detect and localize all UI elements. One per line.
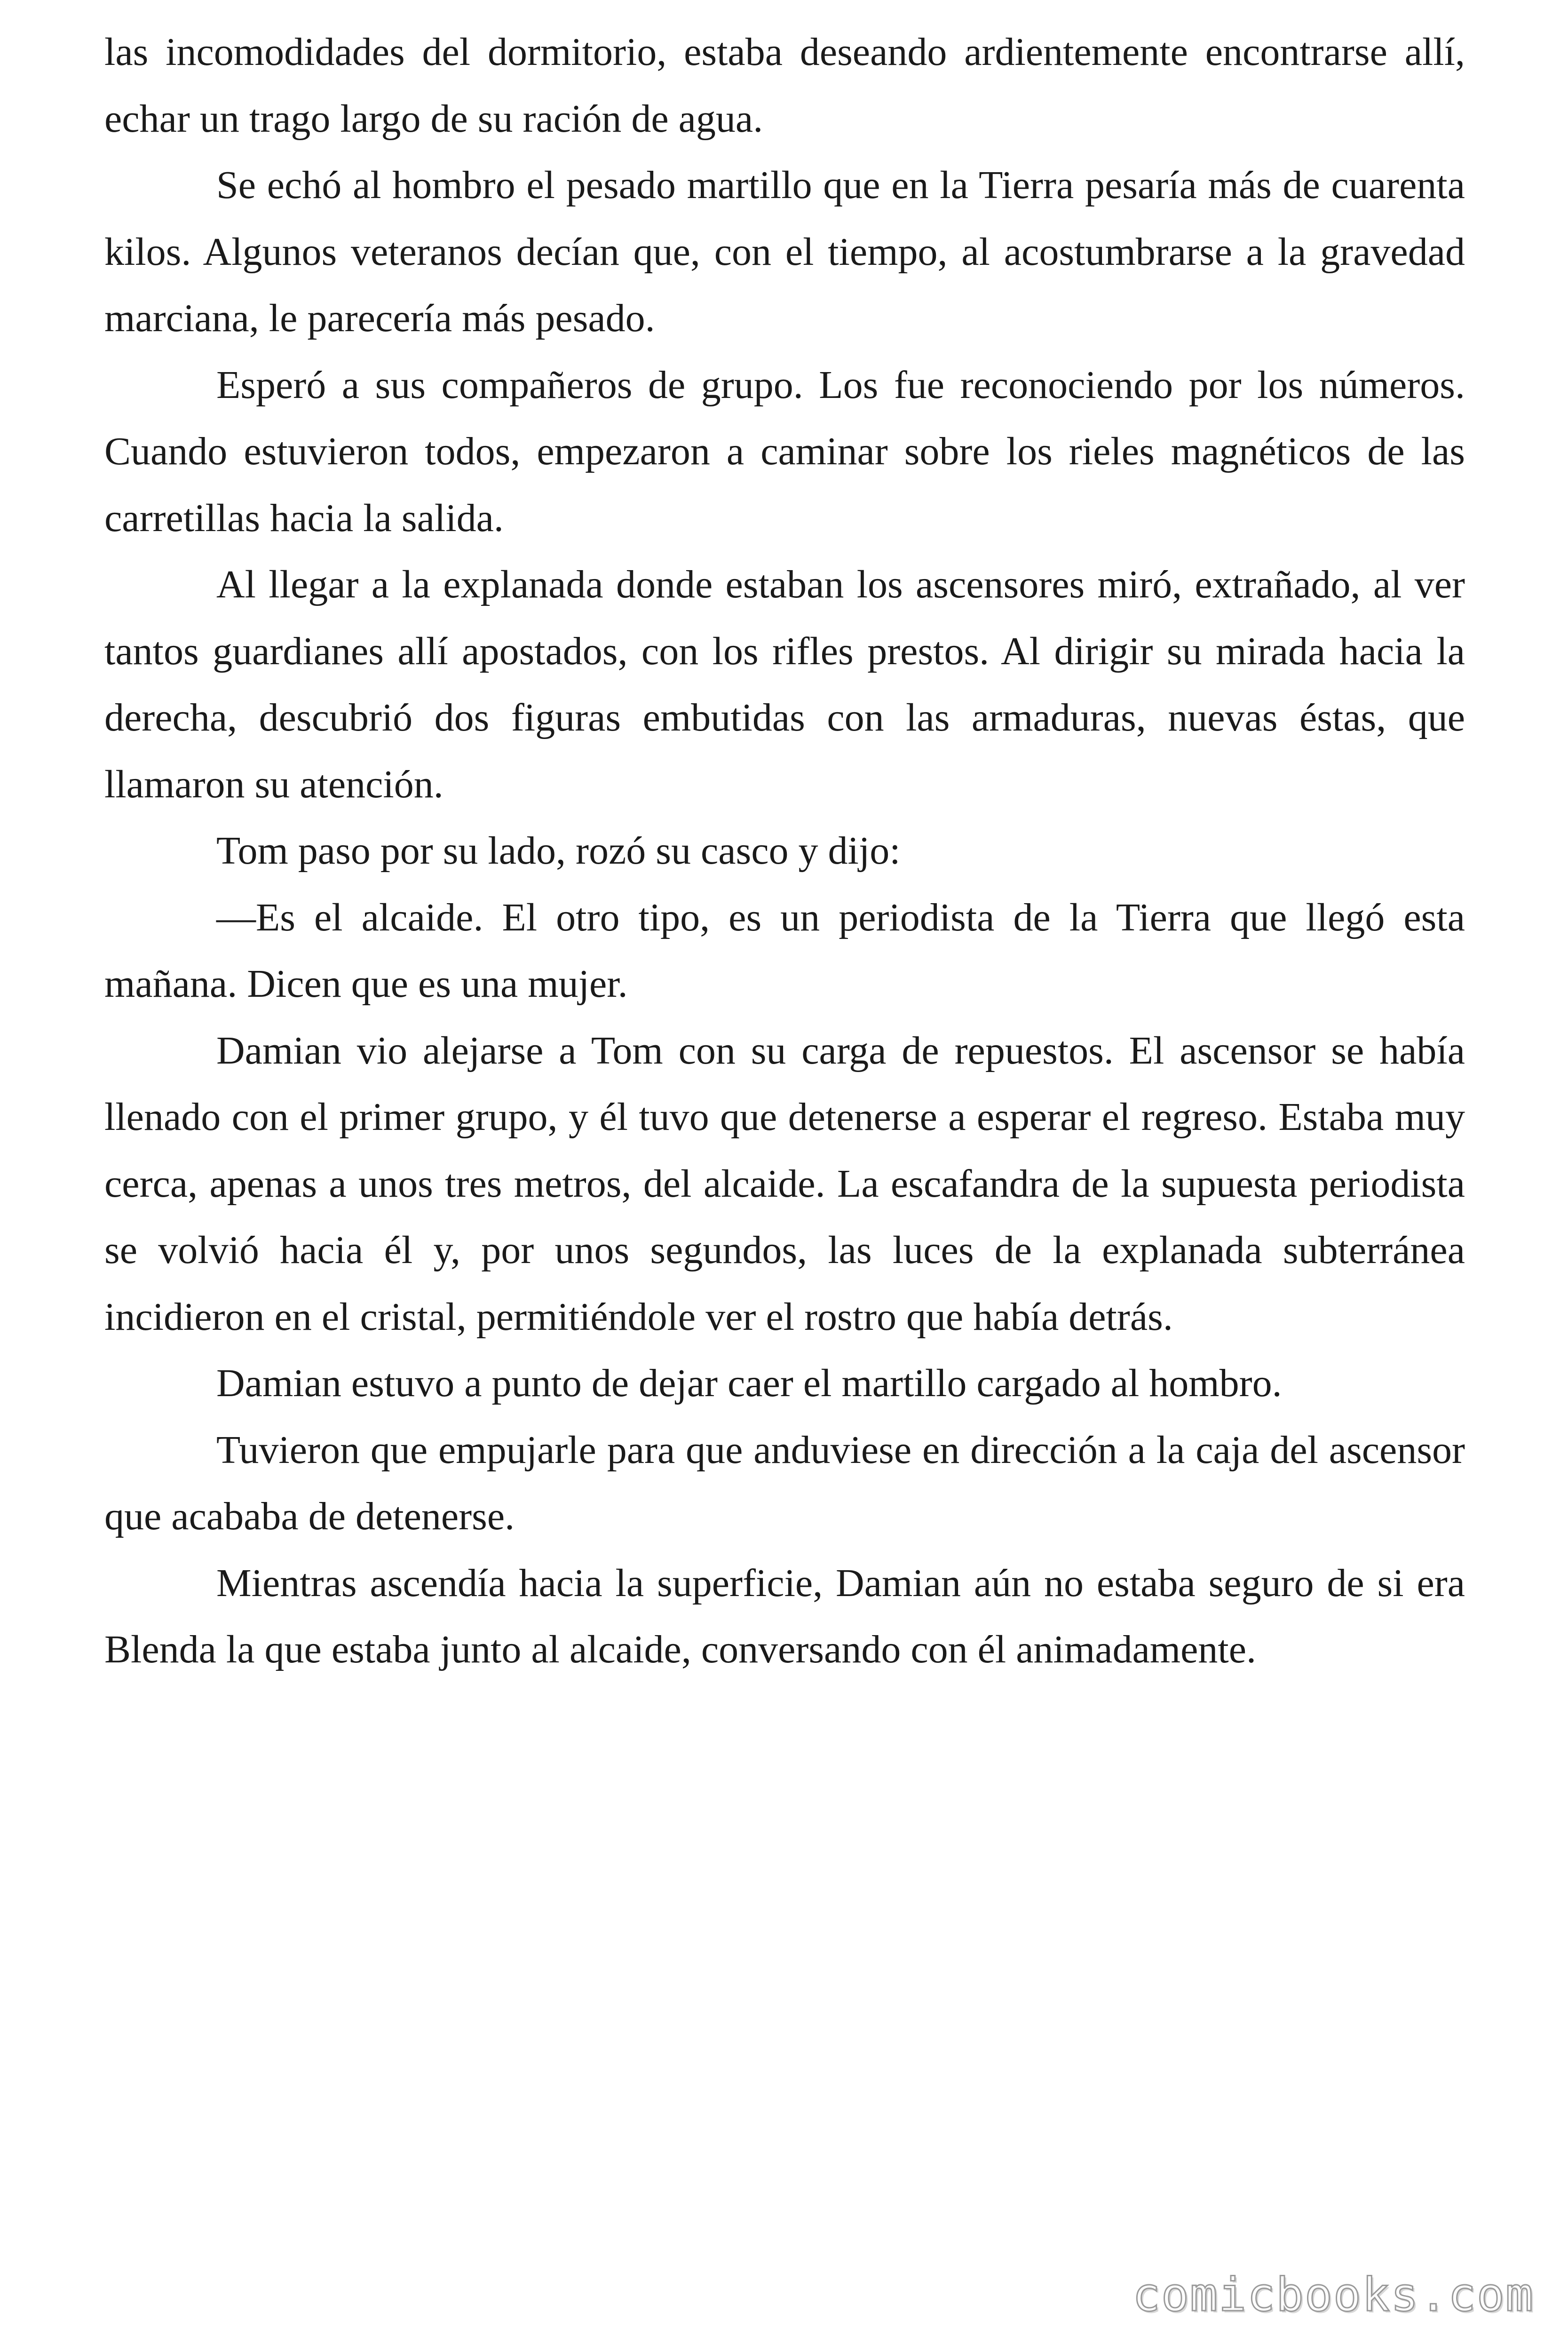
watermark: comicbooks.com xyxy=(1132,2268,1534,2322)
paragraph: Tuvieron que empujarle para que anduviese en dirección a la caja del ascensor que acababa de detenerse. xyxy=(104,1428,1465,1538)
paragraph: Esperó a sus compañeros de grupo. Los fue reconociendo por los números. Cuando estuvieron todos, empezaron a caminar sobre los rieles magnéticos de las carretillas hacia la salida. xyxy=(104,363,1465,540)
paragraph: Damian vio alejarse a Tom con su carga de repuestos. El ascensor se había llenado con el primer grupo, y él tuvo que detenerse a esperar el regreso. Estaba muy cerca, apenas a unos tres metros, del alcaide. La escafandra de la supuesta periodista se volvió hacia él y, por unos segundos, las luces de la explanada subterránea incidieron en el cristal, permitiéndole ver el rostro que había detrás. xyxy=(104,1028,1465,1339)
page-body xyxy=(104,19,1465,1683)
paragraph: Tom paso por su lado, rozó su casco y dijo: xyxy=(216,829,901,873)
paragraph: —Es el alcaide. El otro tipo, es un periodista de la Tierra que llegó esta mañana. Dicen que es una mujer. xyxy=(104,895,1465,1006)
paragraph: las incomodidades del dormitorio, estaba deseando ardientemente encontrarse allí, echar un trago largo de su ración de agua. xyxy=(104,30,1465,141)
paragraph: Al llegar a la explanada donde estaban los ascensores miró, extrañado, al ver tantos guardianes allí apostados, con los rifles prestos. Al dirigir su mirada hacia la derecha, descubrió dos figuras embutidas con las armaduras, nuevas éstas, que llamaron su atención. xyxy=(104,563,1465,806)
paragraph: Mientras ascendía hacia la superficie, Damian aún no estaba seguro de si era Blenda la que estaba junto al alcaide, conversando con él animadamente. xyxy=(104,1561,1465,1671)
paragraph: Se echó al hombro el pesado martillo que en la Tierra pesaría más de cuarenta kilos. Algunos veteranos decían que, con el tiempo, al acostumbrarse a la gravedad marciana, le parecería más pesado. xyxy=(104,163,1465,340)
paragraph: Damian estuvo a punto de dejar caer el martillo cargado al hombro. xyxy=(216,1361,1282,1405)
